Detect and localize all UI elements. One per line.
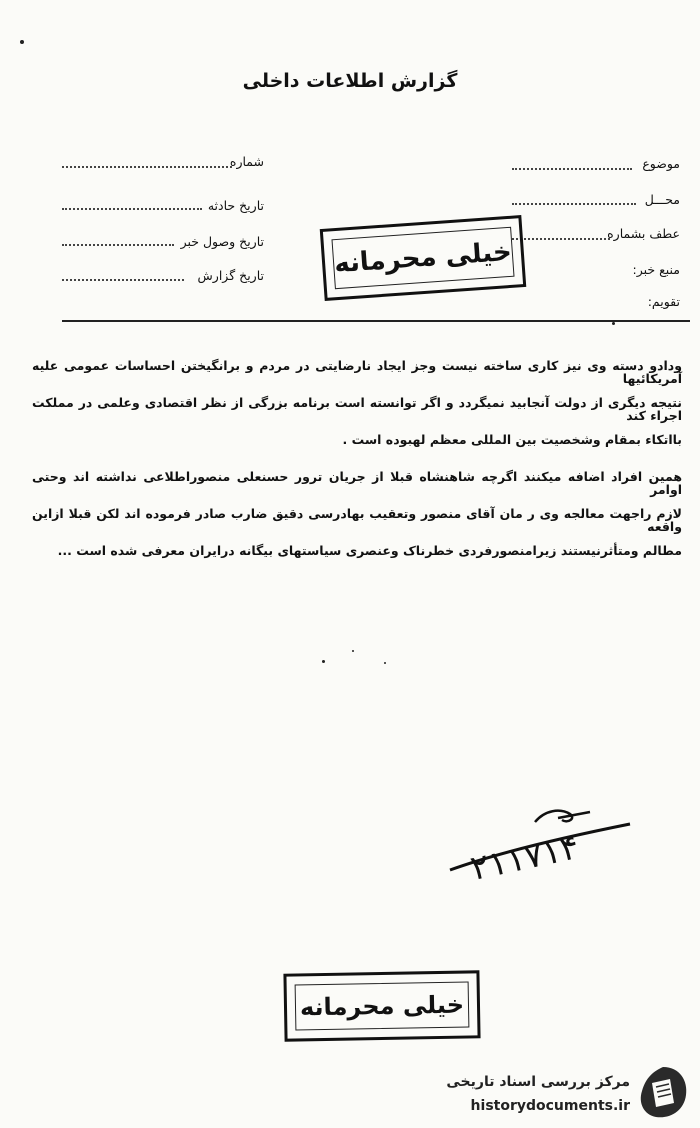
subject-label: موضوع [642,156,680,171]
scan-speck [352,650,354,652]
header-divider [62,320,690,322]
ref-number-label: عطف بشماره [607,226,680,241]
signature-number: ۲۱۱۷۱۴ [467,827,583,889]
classification-stamp-bottom [283,970,480,1041]
report-date-line [62,279,184,281]
report-title: گزارش اطلاعات داخلی [242,70,458,92]
stamp-top-text: خیلی محرمانه [333,236,513,280]
number-line [62,166,232,168]
location-line [512,203,636,205]
watermark-url: historydocuments.ir [470,1098,630,1114]
body-line: ودادو دسته وی نیز کاری ساخته نیست وجز ایجاد نارضایتی در مردم و برانگیختن احساسات عمومی علیه آمریکائیها [32,358,682,386]
scan-speck [322,660,325,663]
scan-speck [612,322,615,325]
report-body [32,360,682,582]
ref-number-line [512,238,610,240]
archive-logo-icon [636,1063,690,1121]
classification-stamp-top [320,215,527,301]
source-label: منبع خبر: [632,262,680,277]
number-label: شماره [229,154,264,169]
received-date-line [62,244,174,246]
incident-date-label: تاریخ حادثه [207,198,264,213]
body-line: بااتکاء بمقام وشخصیت بین المللی معظم لهبوده است . [342,432,682,447]
location-label: محـــل [644,192,680,207]
watermark-name: مرکز بررسی اسناد تاریخی [446,1074,630,1090]
received-date-label: تاریخ وصول خبر [180,234,264,249]
subject-line [512,168,632,170]
incident-date-line [62,208,202,210]
assessment-label: تقویم: [647,294,680,309]
scan-speck [384,662,386,664]
body-line: همین افراد اضافه میکنند اگرچه شاهنشاه قبلا از جریان ترور حسنعلی منصوراطلاعی نداشته اند وحتی اوامر [32,469,682,497]
report-date-label: تاریخ گزارش [197,268,264,283]
scan-speck [20,40,24,44]
body-line: نتیجه دیگری از دولت آنجابید نمیگردد و اگر توانسته است برنامه بزرگی از نظر اقتصادی وعلمی در مملکت اجراء کند [32,395,682,423]
body-line: لازم راجهت معالجه وی ر مان آقای منصور وتعقیب بهادرسی دقیق ضارب صادر فرموده اند لکن قبلا ازاین واقعه [32,506,682,534]
body-line: مطالم ومتأثرنیستند زیرامنصورفردی خطرناک وعنصری سیاستهای بیگانه درایران معرفی شده است ... [57,543,682,558]
stamp-bottom-text: خیلی محرمانه [299,990,465,1022]
